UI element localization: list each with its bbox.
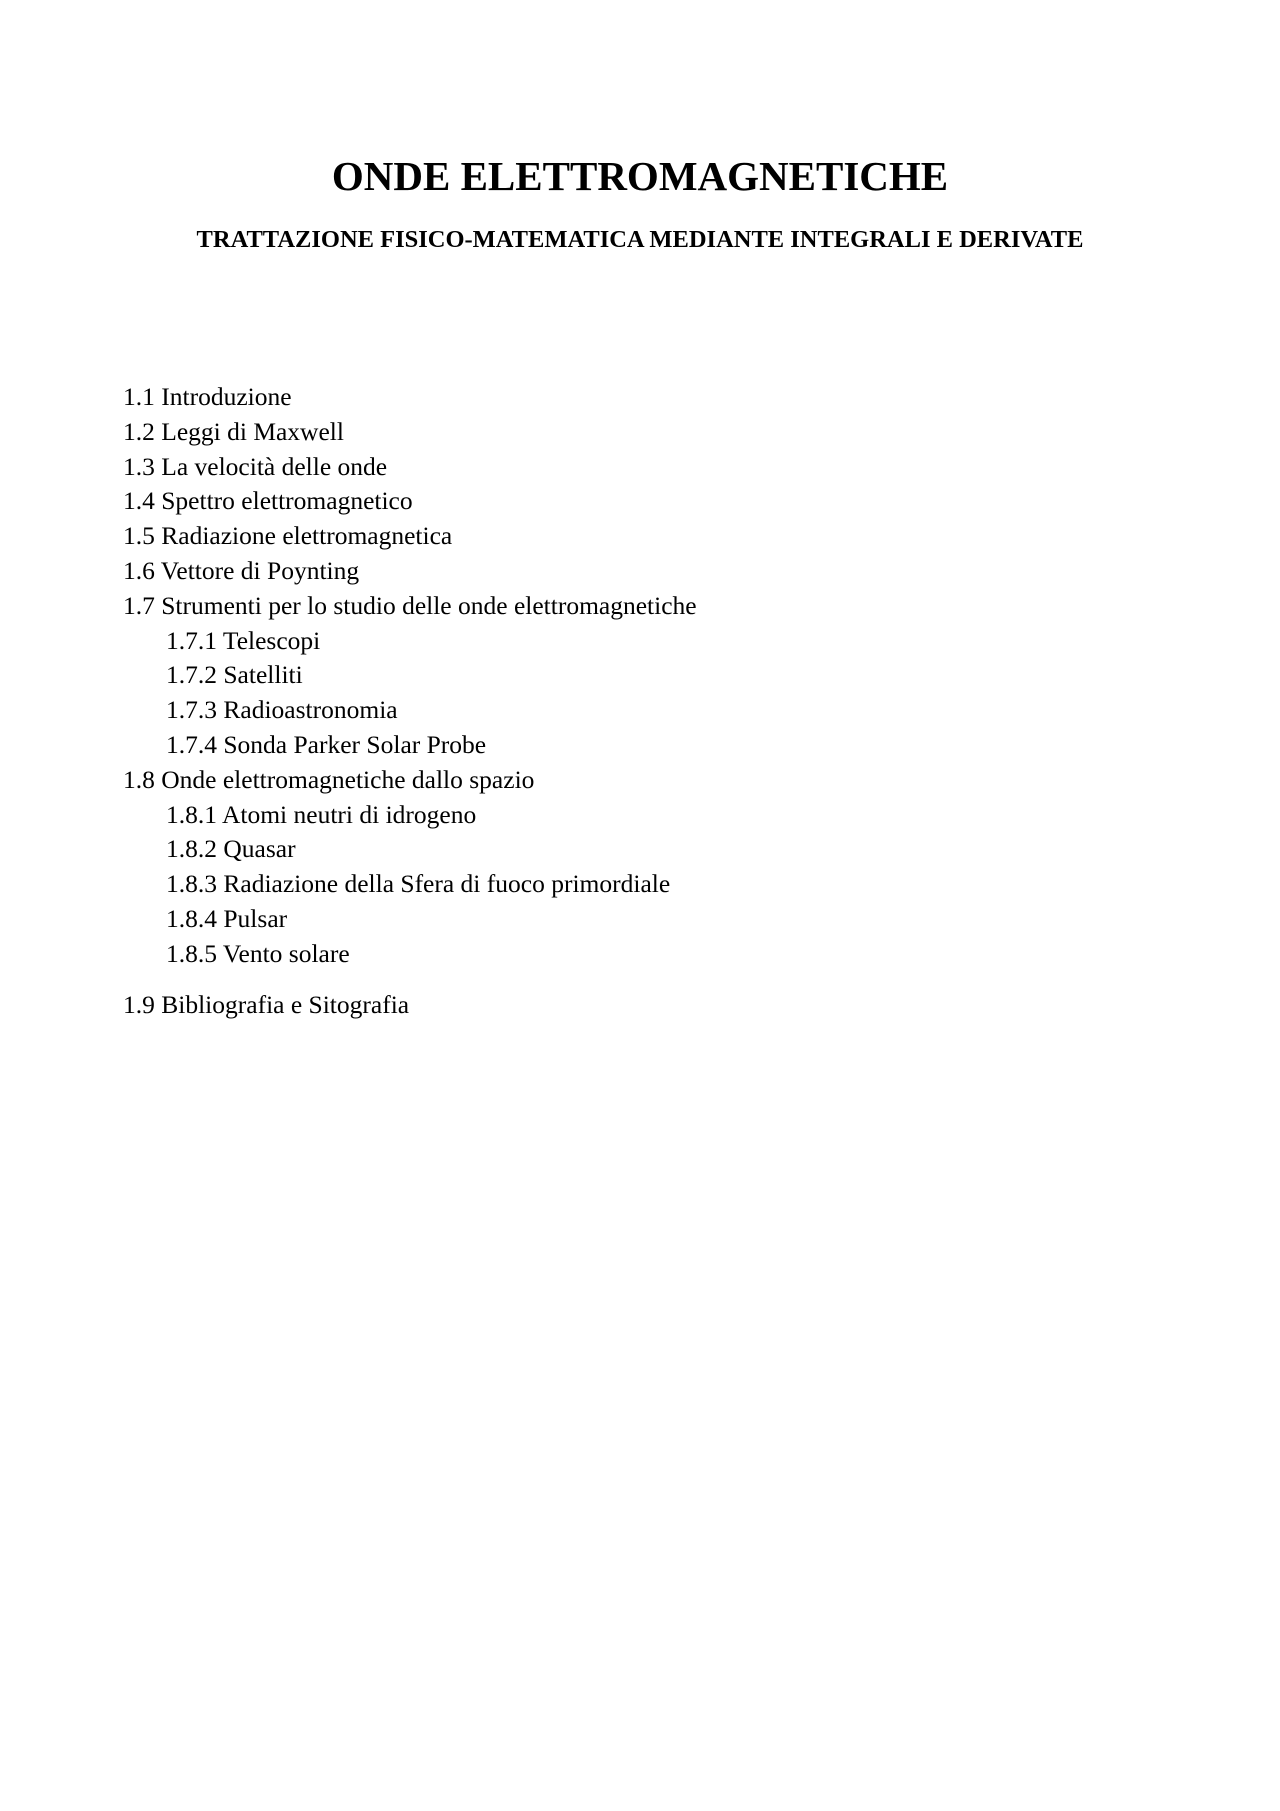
toc-subentry: 1.7.4 Sonda Parker Solar Probe (166, 729, 487, 759)
toc-entry: 1.8 Onde elettromagnetiche dallo spazio (123, 764, 535, 794)
toc-entry: 1.4 Spettro elettromagnetico (123, 486, 413, 516)
toc-subentry: 1.8.3 Radiazione della Sfera di fuoco primordiale (166, 869, 671, 899)
toc-subentry: 1.7.1 Telescopi (166, 625, 321, 655)
toc-subentry: 1.8.2 Quasar (166, 834, 296, 864)
toc-entry: 1.6 Vettore di Poynting (123, 555, 360, 585)
toc-subentry: 1.7.2 Satelliti (166, 660, 303, 690)
toc-entry: 1.1 Introduzione (123, 382, 292, 411)
toc-subentry: 1.8.1 Atomi neutri di idrogeno (166, 799, 477, 829)
document-subtitle: TRATTAZIONE FISICO-MATEMATICA MEDIANTE INTEGRALI E DERIVATE (196, 226, 1084, 253)
toc-subentry: 1.7.3 Radioastronomia (166, 695, 398, 725)
toc-subentry: 1.8.4 Pulsar (166, 903, 288, 933)
table-of-contents (123, 380, 1123, 1022)
toc-entry: 1.9 Bibliografia e Sitografia (123, 989, 410, 1019)
toc-entry: 1.3 La velocità delle onde (123, 451, 388, 481)
toc-entry: 1.7 Strumenti per lo studio delle onde elettromagnetiche (123, 590, 697, 620)
toc-entry: 1.5 Radiazione elettromagnetica (123, 521, 453, 551)
document-title: ONDE ELETTROMAGNETICHE (331, 153, 949, 199)
toc-entry: 1.2 Leggi di Maxwell (123, 416, 344, 446)
toc-subentry: 1.8.5 Vento solare (166, 938, 350, 968)
